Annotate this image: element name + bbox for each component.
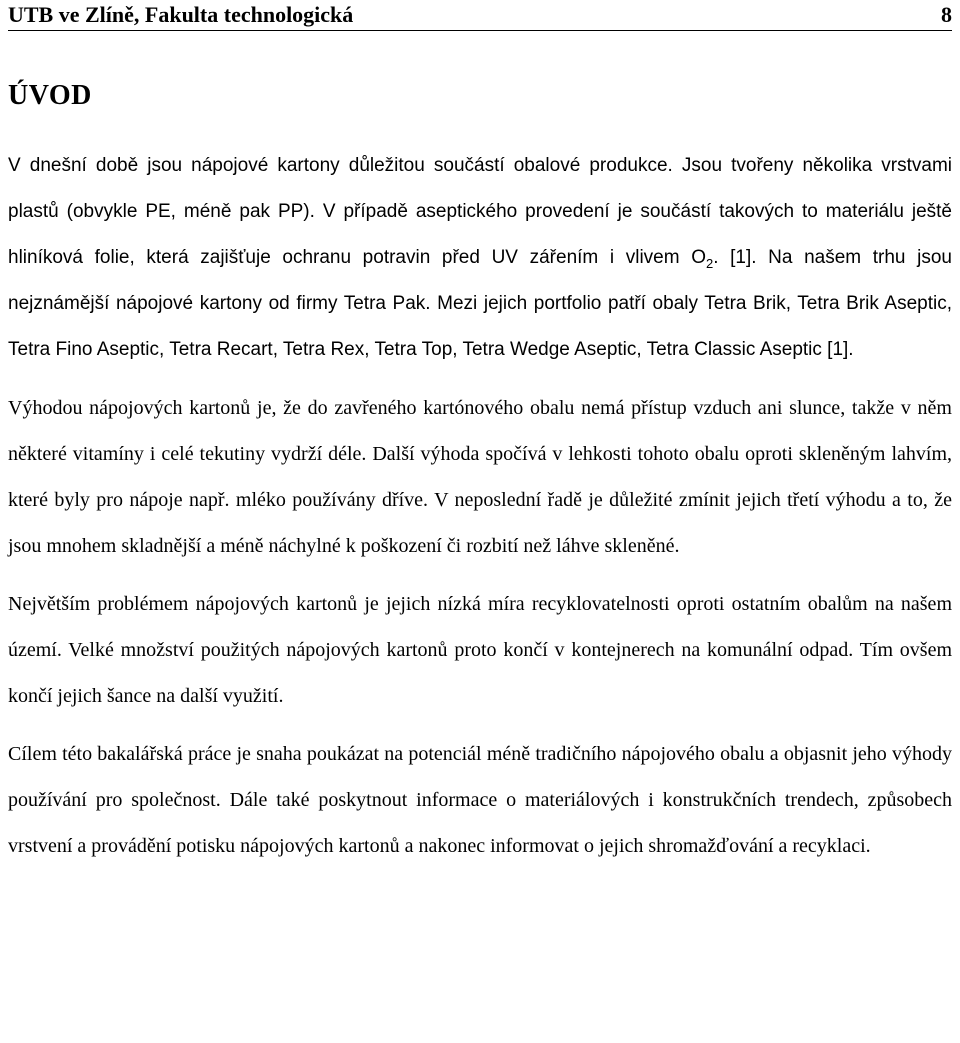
paragraph-1-text-a: V dnešní době jsou nápojové kartony důležitou součástí obalové produkce. Jsou tvořeny několika vrstvami plastů (obvykle PE, méně pak PP). V případě aseptického provedení je součástí takových to materiálu ještě hliníková folie, která zajišťuje ochranu potravin před UV zářením i vlivem O [8, 155, 952, 268]
header-page-number: 8 [941, 2, 952, 27]
header-institution: UTB ve Zlíně, Fakulta technologická [8, 2, 354, 27]
section-heading: ÚVOD [8, 80, 92, 111]
paragraph-3: Největším problémem nápojových kartonů je jejich nízká míra recyklovatelnosti oproti ostatním obalům na našem území. Velké množství použitých nápojových kartonů proto končí v kontejnerech na komunální odpad. Tím ovšem končí jejich šance na další využití. [8, 593, 952, 707]
paragraph-2: Výhodou nápojových kartonů je, že do zavřeného kartónového obalu nemá přístup vzduch ani slunce, takže v něm některé vitamíny i celé tekutiny vydrží déle. Další výhoda spočívá v lehkosti tohoto obalu oproti skleněným lahvím, které byly pro nápoje např. mléko používány dříve. V neposlední řadě je důležité zmínit jejich třetí výhodu a to, že jsou mnohem skladnější a méně náchylné k poškození či rozbití než láhve skleněné. [8, 397, 952, 557]
paragraph-1 [8, 143, 952, 373]
body-text [8, 143, 952, 869]
oxygen-subscript: 2 [705, 255, 714, 271]
paragraph-4: Cílem této bakalářská práce je snaha poukázat na potenciál méně tradičního nápojového obalu a objasnit jeho výhody používání pro společnost. Dále také poskytnout informace o materiálových i konstrukčních trendech, způsobech vrstvení a provádění potisku nápojových kartonů a nakonec informovat o jejich shromažďování a recyklaci. [8, 743, 952, 857]
page-header [8, 0, 952, 31]
paragraph-1-text-b: . [1]. Na našem trhu jsou nejznámější nápojové kartony od firmy Tetra Pak. Mezi jejich portfolio patří obaly Tetra Brik, Tetra Brik Aseptic, Tetra Fino Aseptic, Tetra Recart, Tetra Rex, Tetra Top, Tetra Wedge Aseptic, Tetra Classic Aseptic [1]. [8, 247, 952, 360]
